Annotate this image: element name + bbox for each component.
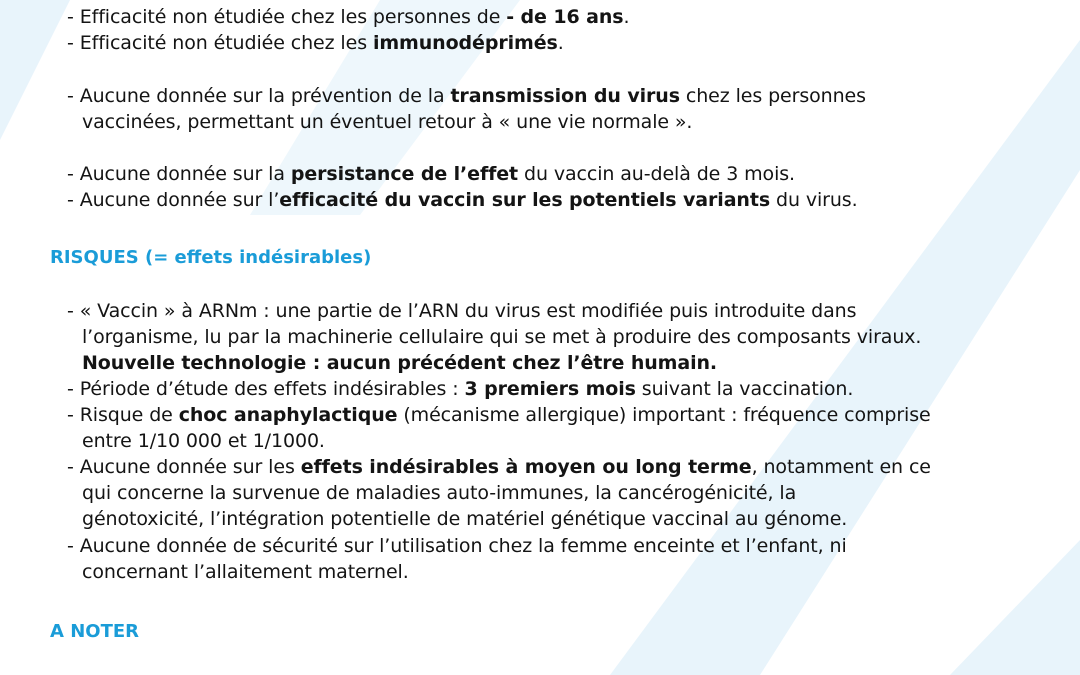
risk-line-8: qui concerne la survenue de maladies auto-immunes, la cancérogénicité, la [82,482,797,504]
efficacy-line-2: - Efficacité non étudiée chez les immunodéprimés. [67,32,564,54]
risk-line-7: - Aucune donnée sur les effets indésirables à moyen ou long terme, notamment en ce [67,456,931,478]
risks-heading: RISQUES (= effets indésirables) [50,247,372,268]
risk-line-1: - « Vaccin » à ARNm : une partie de l’ARN du virus est modifiée puis introduite dans [67,300,857,322]
efficacy-line-4: vaccinées, permettant un éventuel retour à « une vie normale ». [82,111,693,133]
risk-line-10: - Aucune donnée de sécurité sur l’utilisation chez la femme enceinte et l’enfant, ni [67,535,847,557]
efficacy-line-3: - Aucune donnée sur la prévention de la transmission du virus chez les personnes [67,85,866,107]
risk-line-11: concernant l’allaitement maternel. [82,561,409,583]
risk-line-9: génotoxicité, l’intégration potentielle de matériel génétique vaccinal au génome. [82,508,848,530]
risk-line-3: Nouvelle technologie : aucun précédent chez l’être humain. [82,352,718,374]
risk-line-5: - Risque de choc anaphylactique (mécanisme allergique) important : fréquence comprise [67,404,931,426]
risk-line-4: - Période d’étude des effets indésirables : 3 premiers mois suivant la vaccination. [67,378,854,400]
efficacy-line-5: - Aucune donnée sur la persistance de l’effet du vaccin au-delà de 3 mois. [67,163,795,185]
risk-line-2: l’organisme, lu par la machinerie cellulaire qui se met à produire des composants viraux. [82,326,922,348]
risk-line-6: entre 1/10 000 et 1/1000. [82,430,325,452]
note-heading: A NOTER [50,621,139,642]
efficacy-line-1: - Efficacité non étudiée chez les personnes de - de 16 ans. [67,6,630,28]
efficacy-line-6: - Aucune donnée sur l’efficacité du vaccin sur les potentiels variants du virus. [67,189,858,211]
